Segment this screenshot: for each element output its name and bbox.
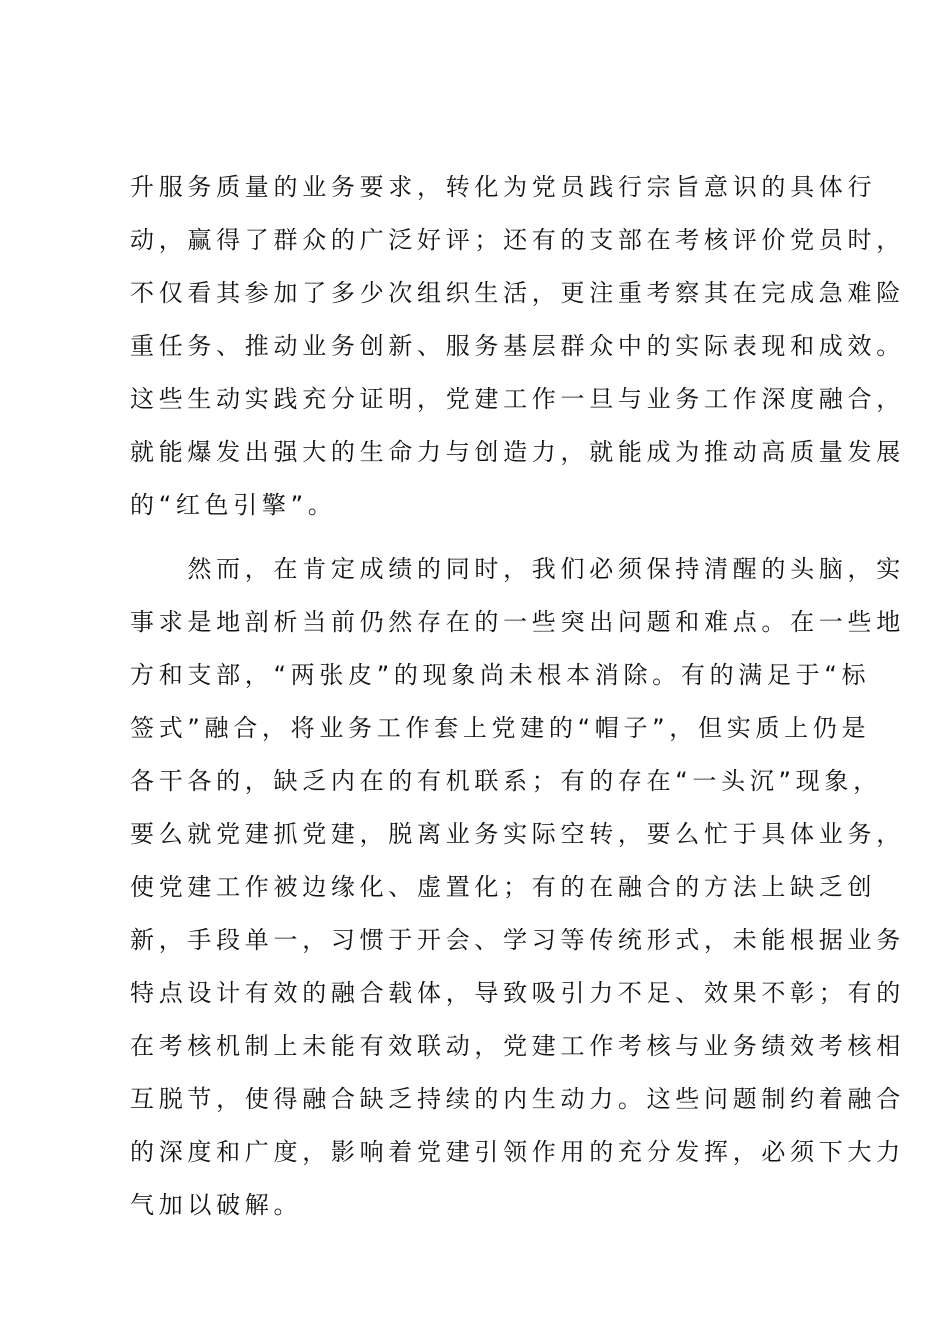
text-line: 不仅看其参加了多少次组织生活，更注重考察其在完成急难险 (130, 279, 905, 307)
text-line: 要么就党建抓党建，脱离业务实际空转，要么忙于具体业务， (130, 820, 905, 848)
text-line: 新，手段单一，习惯于开会、学习等传统形式，未能根据业务 (130, 926, 905, 954)
text-line: 重任务、推动业务创新、服务基层群众中的实际表现和成效。 (130, 332, 905, 360)
text-line: 互脱节，使得融合缺乏持续的内生动力。这些问题制约着融合 (130, 1085, 905, 1113)
text-line: 这些生动实践充分证明，党建工作一旦与业务工作深度融合， (130, 385, 905, 413)
text-line: 使党建工作被边缘化、虚置化；有的在融合的方法上缺乏创 (130, 873, 877, 901)
paragraph-1 (130, 161, 905, 532)
text-line: 就能爆发出强大的生命力与创造力，就能成为推动高质量发展 (130, 438, 905, 466)
text-line: 各干各的，缺乏内在的有机联系；有的存在“一头沉”现象， (130, 767, 882, 795)
text-line: 事求是地剖析当前仍然存在的一些突出问题和难点。在一些地 (130, 608, 905, 636)
text-line: 的“红色引擎”。 (130, 491, 337, 519)
text-line: 的深度和广度，影响着党建引领作用的充分发挥，必须下大力 (130, 1138, 905, 1166)
text-line: 然而，在肯定成绩的同时，我们必须保持清醒的头脑，实 (130, 555, 905, 583)
text-line: 气加以破解。 (130, 1191, 303, 1219)
text-line: 签式”融合，将业务工作套上党建的“帽子”，但实质上仍是 (130, 714, 871, 742)
paragraph-2 (130, 543, 905, 1232)
text-line: 特点设计有效的融合载体，导致吸引力不足、效果不彰；有的 (130, 979, 905, 1007)
text-line: 方和支部，“两张皮”的现象尚未根本消除。有的满足于“标 (130, 661, 871, 689)
text-line: 升服务质量的业务要求，转化为党员践行宗旨意识的具体行 (130, 173, 877, 201)
text-line: 动，赢得了群众的广泛好评；还有的支部在考核评价党员时， (130, 226, 905, 254)
document-page (130, 161, 905, 1243)
text-line: 在考核机制上未能有效联动，党建工作考核与业务绩效考核相 (130, 1032, 905, 1060)
